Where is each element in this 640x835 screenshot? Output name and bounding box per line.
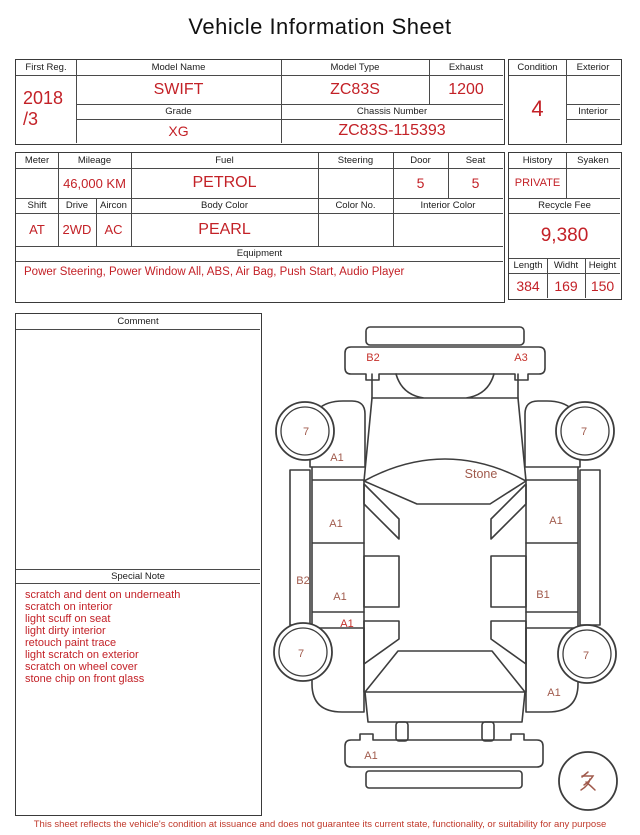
mark-left-sill: B2 [296,575,310,587]
mark-left-rear-door: A1 [333,591,347,603]
fuel-value: PETROL [192,174,257,191]
color-no-label: Color No. [335,200,376,211]
mark-wheel-rear-right: 7 [582,650,590,662]
seat-label: Seat [465,155,486,166]
exhaust-label: Exhaust [448,62,484,73]
drive-value: 2WD [62,222,92,237]
interior-label: Interior [578,106,608,117]
mark-front-left-fender: A1 [330,452,344,464]
mark-left-rear-edge: A1 [340,618,354,630]
comment-label: Comment [117,316,159,327]
mark-right-front-door: A1 [549,515,563,527]
meter-value [16,168,58,198]
special-note-line: scratch and dent on underneath [25,589,181,601]
mileage-value: 46,000 KM [63,175,126,191]
steering-value [318,168,393,198]
model-type-value: ZC83S [330,80,380,98]
exterior-value [566,75,620,104]
interior-color-label: Interior Color [420,200,476,211]
special-note-line: stone chip on front glass [25,673,145,685]
shift-label: Shift [27,200,47,211]
grade-label: Grade [165,106,192,117]
special-note-line: light dirty interior [25,625,106,637]
identity-table [15,59,505,145]
chassis-number-value: ZC83S-115393 [338,122,446,139]
door-value: 5 [416,175,425,191]
special-note-label: Special Note [111,570,165,582]
special-note-line: retouch paint trace [25,637,117,649]
body-color-value: PEARL [198,220,251,238]
mark-left-front-door: A1 [329,518,343,530]
page-title: Vehicle Information Sheet [188,14,452,39]
body-color-label: Body Color [201,200,248,211]
seat-value: 5 [471,175,480,191]
mark-windshield: Stone [464,467,498,481]
car-outline [290,327,600,788]
history-value: PRIVATE [514,177,561,189]
interior-value [566,119,620,143]
length-label: Length [513,260,543,271]
equipment-label: Equipment [236,248,283,259]
condition-label: Condition [517,62,558,73]
door-label: Door [410,155,431,166]
model-name-label: Model Name [151,62,206,73]
height-label: Height [588,260,617,271]
grade-value: XG [168,123,189,139]
car-damage-diagram [270,310,638,820]
aircon-label: Aircon [100,200,127,211]
first-reg-month: /3 [23,109,39,129]
chassis-number-label: Chassis Number [356,106,428,117]
interior-color-value [393,213,503,246]
drive-label: Drive [65,200,89,211]
syaken-label: Syaken [577,155,609,166]
recycle-fee-value: 9,380 [540,224,589,246]
aircon-value: AC [104,222,123,237]
first-reg-value [16,75,83,143]
disclaimer-text: This sheet reflects the vehicle's condition at issuance and does not guarantee its current state, functionality, or suitability for any purpose [33,819,607,830]
special-note-line: scratch on interior [25,601,113,613]
length-value: 384 [516,277,540,294]
mark-front-bumper-left: B2 [366,352,380,364]
equipment-value: Power Steering, Power Window All, ABS, Air Bag, Push Start, Audio Player [24,266,405,278]
model-type-label: Model Type [330,62,380,73]
special-note-line: light scuff on seat [25,613,111,625]
mark-right-rear-fender: A1 [547,687,561,699]
mileage-label: Mileage [77,155,112,166]
first-reg-label: First Reg. [25,62,67,73]
damage-marks [296,352,593,790]
exterior-label: Exterior [576,62,610,73]
special-note-line: light scratch on exterior [25,649,139,661]
syaken-value [566,168,620,198]
exhaust-value: 1200 [448,80,484,98]
width-label: Widht [553,260,579,271]
first-reg-year: 2018 [23,88,64,108]
model-name-value: SWIFT [153,80,204,98]
meter-label: Meter [24,155,50,166]
specs-table [15,152,505,303]
history-table [508,152,622,300]
comment-value [16,329,260,569]
comment-panel [15,313,262,816]
fuel-label: Fuel [215,155,234,166]
shift-value: AT [29,222,45,237]
mark-front-bumper-right: A3 [514,352,528,364]
history-label: History [522,155,553,166]
width-value: 169 [554,277,578,294]
mark-wheel-front-right: 7 [580,426,588,438]
condition-value: 4 [531,96,544,121]
steering-label: Steering [337,155,374,166]
condition-table [508,59,622,145]
wheels [274,402,617,810]
height-value: 150 [590,277,615,294]
color-no-value [318,213,393,246]
special-note-list [16,583,260,814]
special-note-line: scratch on wheel cover [25,661,138,673]
mark-wheel-rear-left: 7 [297,648,305,660]
mark-right-quarter-panel: B1 [536,589,550,601]
mark-rear-bumper: A1 [364,750,378,762]
recycle-fee-label: Recycle Fee [538,200,591,211]
mark-wheel-front-left: 7 [302,426,310,438]
